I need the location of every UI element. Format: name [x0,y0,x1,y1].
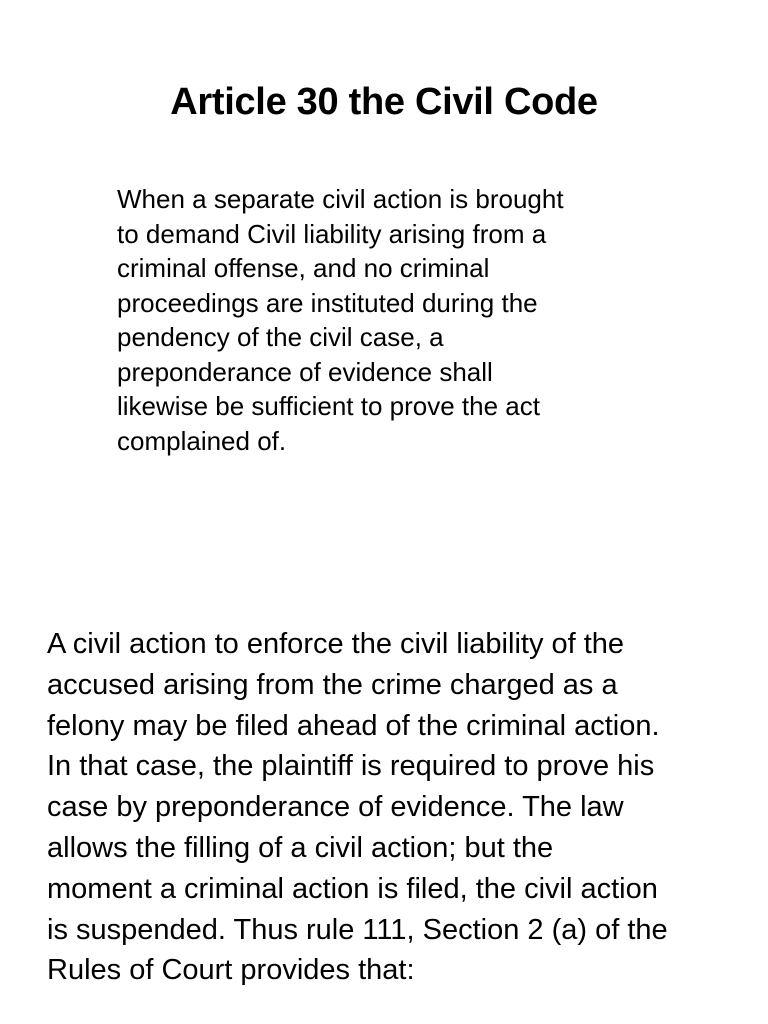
commentary-text: A civil action to enforce the civil liability of the accused arising from the crime charged as a felony may be filed ahead of the criminal action. In that case, the plaintiff is required to prove his case by preponderance of evidence. The law allows the filling of a civil action; but the moment a criminal action is filed, the civil action is suspended. Thus rule 111, Section 2 (a) of the Rules of Court provides that: [47,628,668,987]
article-quote-text: When a separate civil action is brought to demand Civil liability arising from a criminal offense, and no criminal proceedings are instituted during the pendency of the civil case, a preponderance of evidence shall likewise be sufficient to prove the act complained of. [117,184,564,456]
slide-title: Article 30 the Civil Code [170,81,598,123]
